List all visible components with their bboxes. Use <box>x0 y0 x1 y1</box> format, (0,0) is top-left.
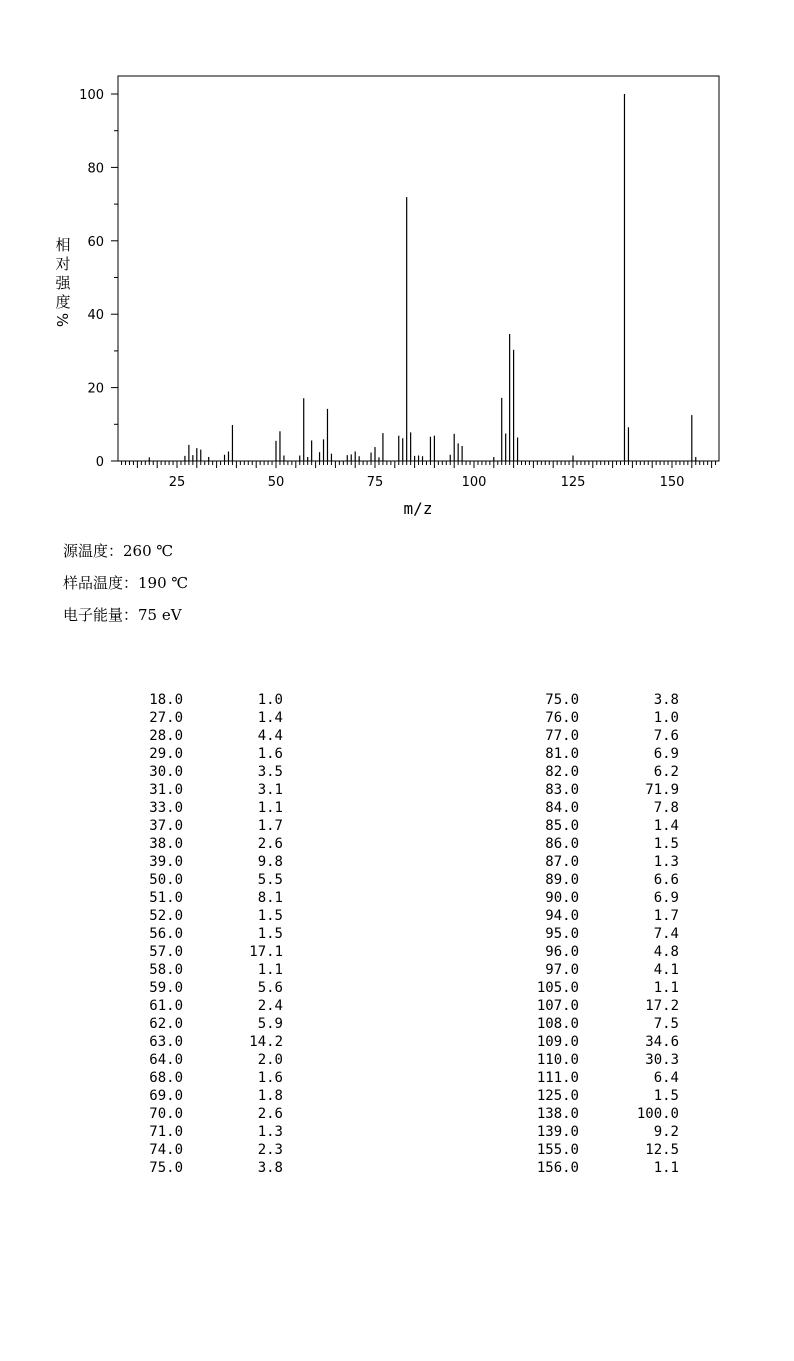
peak-mz-cell: 51.0 <box>149 890 183 906</box>
peak-mz-cell: 62.0 <box>149 1016 183 1032</box>
condition-line: 电子能量：75 eV <box>63 606 182 624</box>
peak-abundance-cell: 2.6 <box>257 1106 283 1122</box>
x-tick-label: 125 <box>560 475 586 490</box>
peak-mz-cell: 85.0 <box>545 818 579 834</box>
peak-mz-cell: 107.0 <box>536 998 579 1014</box>
peak-mz-cell: 59.0 <box>149 980 183 996</box>
y-tick-label: 20 <box>87 381 104 397</box>
peak-mz-cell: 68.0 <box>149 1070 183 1086</box>
peak-mz-cell: 38.0 <box>149 836 183 852</box>
peak-abundance-cell: 2.0 <box>257 1052 283 1068</box>
peak-abundance-cell: 9.2 <box>653 1124 679 1140</box>
peak-abundance-cell: 1.0 <box>653 710 679 726</box>
peak-mz-cell: 64.0 <box>149 1052 183 1068</box>
peak-mz-cell: 81.0 <box>545 746 579 762</box>
peak-abundance-cell: 4.4 <box>257 728 283 744</box>
peak-abundance-cell: 1.5 <box>653 1088 679 1104</box>
peak-abundance-cell: 5.5 <box>257 872 283 888</box>
peak-abundance-cell: 2.3 <box>257 1142 283 1158</box>
peak-abundance-cell: 7.8 <box>653 800 679 816</box>
peak-abundance-cell: 1.7 <box>653 908 679 924</box>
peak-abundance-cell: 6.6 <box>653 872 679 888</box>
peak-mz-cell: 50.0 <box>149 872 183 888</box>
x-axis-ticks <box>122 461 716 490</box>
peak-abundance-cell: 1.1 <box>257 800 283 816</box>
peak-mz-cell: 87.0 <box>545 854 579 870</box>
peak-mz-cell: 139.0 <box>536 1124 579 1140</box>
peak-abundance-cell: 7.4 <box>653 926 679 942</box>
peak-mz-cell: 89.0 <box>545 872 579 888</box>
peak-abundance-cell: 34.6 <box>645 1034 679 1050</box>
peak-mz-cell: 75.0 <box>545 692 579 708</box>
peak-mz-cell: 105.0 <box>536 980 579 996</box>
y-axis-title-char: % <box>53 312 71 328</box>
peak-mz-cell: 84.0 <box>545 800 579 816</box>
peak-abundance-cell: 3.1 <box>257 782 283 798</box>
peak-abundance-cell: 14.2 <box>249 1034 283 1050</box>
peak-abundance-cell: 2.4 <box>257 998 283 1014</box>
peak-mz-cell: 52.0 <box>149 908 183 924</box>
peak-mz-cell: 71.0 <box>149 1124 183 1140</box>
peak-abundance-cell: 4.1 <box>653 962 679 978</box>
peak-abundance-cell: 3.8 <box>257 1160 283 1176</box>
y-axis-title <box>53 236 71 327</box>
peak-abundance-cell: 17.1 <box>249 944 283 960</box>
x-tick-label: 100 <box>461 475 487 490</box>
peak-mz-cell: 30.0 <box>149 764 183 780</box>
peak-mz-cell: 58.0 <box>149 962 183 978</box>
peak-abundance-cell: 100.0 <box>636 1106 679 1122</box>
peak-mz-cell: 90.0 <box>545 890 579 906</box>
peak-mz-cell: 29.0 <box>149 746 183 762</box>
plot-frame <box>118 76 719 461</box>
mass-spectrum-chart <box>0 0 794 530</box>
peak-abundance-cell: 4.8 <box>653 944 679 960</box>
peak-mz-cell: 63.0 <box>149 1034 183 1050</box>
y-axis-ticks <box>79 88 118 470</box>
peak-mz-cell: 27.0 <box>149 710 183 726</box>
peak-mz-cell: 28.0 <box>149 728 183 744</box>
peak-mz-cell: 76.0 <box>545 710 579 726</box>
peak-abundance-cell: 1.3 <box>653 854 679 870</box>
peak-abundance-cell: 1.6 <box>257 1070 283 1086</box>
peak-mz-cell: 125.0 <box>536 1088 579 1104</box>
peak-abundance-cell: 7.5 <box>653 1016 679 1032</box>
peak-abundance-cell: 1.4 <box>653 818 679 834</box>
peak-abundance-cell: 6.9 <box>653 746 679 762</box>
peak-mz-cell: 94.0 <box>545 908 579 924</box>
x-tick-label: 25 <box>168 475 186 490</box>
condition-line: 样品温度：190 ℃ <box>63 574 189 592</box>
peak-abundance-cell: 30.3 <box>645 1052 679 1068</box>
peak-mz-cell: 39.0 <box>149 854 183 870</box>
peak-mz-cell: 86.0 <box>545 836 579 852</box>
y-tick-label: 60 <box>87 234 104 250</box>
peak-mz-cell: 18.0 <box>149 692 183 708</box>
peak-abundance-cell: 6.9 <box>653 890 679 906</box>
peak-mz-cell: 155.0 <box>536 1142 579 1158</box>
peak-mz-cell: 156.0 <box>536 1160 579 1176</box>
y-tick-label: 80 <box>87 161 104 177</box>
y-axis-title-char: 强 <box>55 274 71 292</box>
peak-mz-cell: 82.0 <box>545 764 579 780</box>
y-axis-title-char: 度 <box>55 293 71 311</box>
peak-abundance-cell: 1.6 <box>257 746 283 762</box>
peak-abundance-cell: 1.0 <box>257 692 283 708</box>
peak-abundance-cell: 1.3 <box>257 1124 283 1140</box>
peak-mz-cell: 69.0 <box>149 1088 183 1104</box>
peak-mz-cell: 138.0 <box>536 1106 579 1122</box>
peak-mz-cell: 96.0 <box>545 944 579 960</box>
peak-mz-cell: 110.0 <box>536 1052 579 1068</box>
peak-abundance-cell: 1.5 <box>257 926 283 942</box>
condition-line: 源温度：260 ℃ <box>63 542 174 560</box>
peak-mz-cell: 83.0 <box>545 782 579 798</box>
peak-mz-cell: 56.0 <box>149 926 183 942</box>
peak-mz-cell: 111.0 <box>536 1070 579 1086</box>
peak-abundance-cell: 7.6 <box>653 728 679 744</box>
x-tick-label: 150 <box>659 475 685 490</box>
peak-mz-cell: 33.0 <box>149 800 183 816</box>
peak-abundance-cell: 1.5 <box>653 836 679 852</box>
peak-abundance-cell: 9.8 <box>257 854 283 870</box>
peak-mz-cell: 108.0 <box>536 1016 579 1032</box>
peak-mz-cell: 31.0 <box>149 782 183 798</box>
y-axis-title-char: 对 <box>55 255 71 273</box>
y-tick-label: 100 <box>79 88 104 103</box>
peak-abundance-cell: 1.1 <box>257 962 283 978</box>
peak-mz-cell: 70.0 <box>149 1106 183 1122</box>
spectrum-bars <box>149 94 695 461</box>
y-axis-title-char: 相 <box>55 236 71 254</box>
peak-abundance-cell: 5.9 <box>257 1016 283 1032</box>
peak-mz-cell: 74.0 <box>149 1142 183 1158</box>
peak-abundance-cell: 1.1 <box>653 1160 679 1176</box>
peak-abundance-cell: 12.5 <box>645 1142 679 1158</box>
peak-abundance-cell: 6.2 <box>653 764 679 780</box>
peak-mz-cell: 61.0 <box>149 998 183 1014</box>
peak-abundance-cell: 1.5 <box>257 908 283 924</box>
x-tick-label: 75 <box>366 475 384 490</box>
peak-mz-cell: 109.0 <box>536 1034 579 1050</box>
peak-abundance-cell: 2.6 <box>257 836 283 852</box>
y-tick-label: 40 <box>87 308 104 324</box>
peak-abundance-cell: 8.1 <box>257 890 283 906</box>
peak-abundance-cell: 5.6 <box>257 980 283 996</box>
peak-mz-cell: 97.0 <box>545 962 579 978</box>
peak-mz-cell: 75.0 <box>149 1160 183 1176</box>
x-axis-title: m/z <box>403 499 433 518</box>
peak-abundance-cell: 1.4 <box>257 710 283 726</box>
x-tick-label: 50 <box>267 475 285 490</box>
y-tick-label: 0 <box>95 455 104 470</box>
peak-abundance-cell: 1.7 <box>257 818 283 834</box>
peak-mz-cell: 95.0 <box>545 926 579 942</box>
peak-mz-cell: 77.0 <box>545 728 579 744</box>
peak-mz-cell: 37.0 <box>149 818 183 834</box>
peak-abundance-cell: 3.8 <box>653 692 679 708</box>
peak-abundance-cell: 6.4 <box>653 1070 679 1086</box>
peak-abundance-cell: 1.1 <box>653 980 679 996</box>
peak-mz-cell: 57.0 <box>149 944 183 960</box>
peak-abundance-cell: 1.8 <box>257 1088 283 1104</box>
peak-abundance-cell: 3.5 <box>257 764 283 780</box>
peak-abundance-cell: 71.9 <box>645 782 679 798</box>
peak-abundance-cell: 17.2 <box>645 998 679 1014</box>
